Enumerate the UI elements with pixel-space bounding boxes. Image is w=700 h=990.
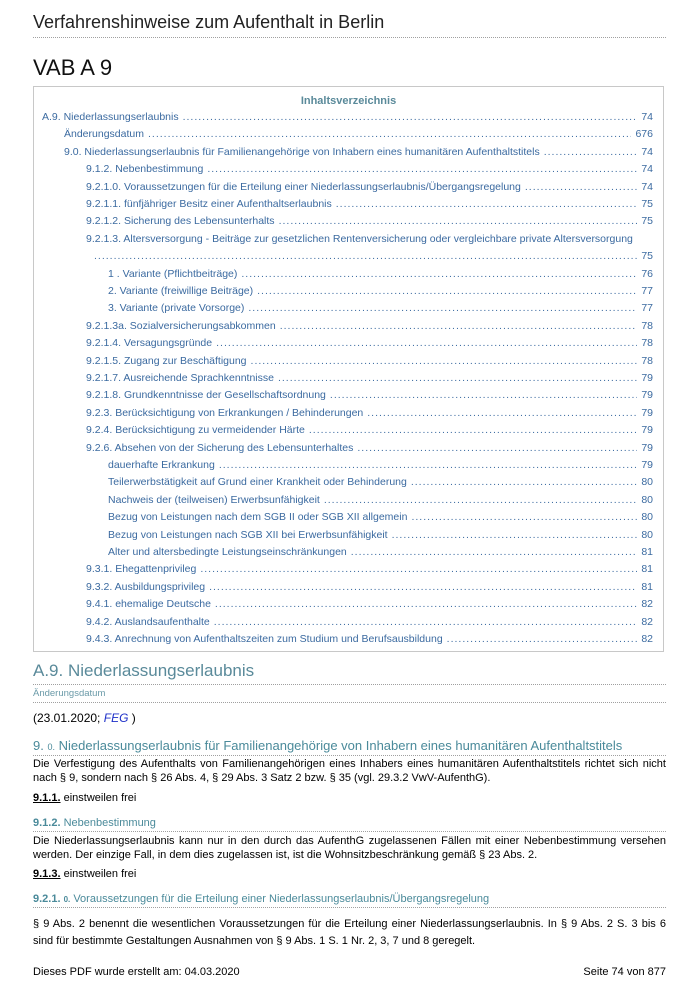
toc-leader-dots [367,405,637,422]
table-of-contents [33,86,664,652]
heading-num: 9. [33,738,44,753]
toc-entry[interactable] [108,474,653,491]
toc-leader-dots [215,596,637,613]
toc-leader-dots [200,561,637,578]
toc-entry-page: 79 [641,389,653,402]
toc-entry-label: dauerhafte Erkrankung [108,459,215,471]
toc-leader-dots [324,492,637,509]
paragraph-9-0: Die Verfestigung des Aufenthalts von Familienangehörigen eines Inhabers eines humanitären Aufenthaltstitels richtet sich nicht nach § 9, sondern nach § 26 Abs. 4, § 29 Abs. 3 Satz 2 bzw. § 35 (vgl. 29.3.2 VwV-AufenthG). [33,758,666,784]
toc-entry[interactable] [86,370,653,387]
toc-leader-dots [207,161,637,178]
toc-entry[interactable] [86,179,653,196]
toc-entry[interactable] [108,300,653,317]
toc-entry-label: A.9. Niederlassungserlaubnis [42,111,179,123]
section-heading-9-1-2 [33,817,666,832]
toc-entry-label: Teilerwerbstätigkeit auf Grund einer Krankheit oder Behinderung [108,476,407,489]
toc-entry-label: 9.3.1. Ehegattenprivileg [86,563,197,576]
toc-leader-dots [357,440,637,457]
toc-entry-label: 2. Variante (freiwillige Beiträge) [108,285,254,297]
paragraph-9-1-1 [33,791,666,805]
toc-entry[interactable] [86,353,653,370]
toc-entry-label: 3. Variante (private Vorsorge) [108,302,245,315]
toc-entry-label: Nachweis der (teilweisen) Erwerbsunfähigkeit [108,493,320,506]
toc-entry-page: 74 [641,163,653,176]
toc-entry-label: 9.2.1.0. Voraussetzungen für die Erteilung einer Niederlassungserlaubnis/Übergangsregelung [86,180,521,193]
toc-entry[interactable] [108,492,653,509]
toc-entry-label: 9.4.2. Auslandsaufenthalte [86,615,210,628]
toc-entry[interactable] [86,596,653,613]
toc-entry-page: 82 [641,615,653,628]
toc-leader-dots [392,527,638,544]
heading-subnum: 0. [47,742,55,752]
toc-entry-page: 74 [641,180,653,193]
toc-entry[interactable] [86,318,653,335]
toc-entry-page: 78 [641,337,653,350]
toc-entry-label: 9.2.1.5. Zugang zur Beschäftigung [86,354,247,367]
toc-leader-dots [248,300,637,317]
toc-leader-dots [183,109,638,126]
toc-entry-label: 9.2.1.1. fünfjähriger Besitz einer Aufenthaltserlaubnis [86,198,332,210]
date-prefix: (23.01.2020; [33,711,104,725]
toc-leader-dots [279,213,638,230]
paragraph-9-1-3 [33,867,666,881]
toc-entry-label: 9.2.1.4. Versagungsgründe [86,337,213,350]
toc-leader-dots [257,283,637,300]
toc-entry[interactable] [86,161,653,178]
toc-entry-page: 79 [641,406,653,419]
toc-entry-page: 676 [635,128,653,141]
toc-entry-label: 1 . Variante (Pflichtbeiträge) [108,267,238,280]
toc-entry-label: 9.0. Niederlassungserlaubnis für Familienangehörige von Inhabern eines humanitären Aufenthaltstitels [64,145,540,158]
toc-entry-page: 82 [641,598,653,611]
toc-leader-dots [209,579,637,596]
toc-leader-dots [251,353,638,370]
paragraph-9-2-1-0: § 9 Abs. 2 benennt die wesentlichen Voraussetzungen für die Erteilung einer Niederlassungserlaubnis. In § 9 Abs. 2 S. 3 bis 6 sind für bestimmte Gestaltungen Ausnahmen von § 9 Abs. 1 S. 1 Nr. 2, 3, 7 und 8 geregelt. [33,918,666,947]
toc-entry[interactable] [86,579,653,596]
toc-entry-page: 79 [641,424,653,437]
toc-leader-dots [411,474,637,491]
toc-entry-label: 9.2.6. Absehen von der Sicherung des Lebensunterhaltes [86,441,354,454]
toc-entry-page: 78 [641,354,653,367]
toc-entry[interactable] [108,527,653,544]
subsection-number: 9.1.1. [33,792,61,804]
toc-entry[interactable] [86,422,653,439]
toc-entry[interactable] [64,144,653,161]
toc-leader-dots [336,196,638,213]
toc-entry-page: 82 [641,633,653,645]
toc-entry-label: 9.2.1.2. Sicherung des Lebensunterhalts [86,215,275,228]
toc-entry-page: 74 [641,145,653,158]
aenderungsdatum-label: Änderungsdatum [33,688,666,703]
toc-entry[interactable] [108,509,653,526]
toc-leader-dots [280,318,638,335]
toc-entry-page: 81 [641,546,653,558]
toc-entry-page: 74 [641,111,653,123]
toc-leader-dots [214,614,638,631]
toc-entry-label: 9.3.2. Ausbildungsprivileg [86,580,206,593]
toc-leader-dots [94,248,637,265]
section-heading-9-0 [33,738,666,756]
toc-leader-dots [525,179,637,196]
toc-leader-dots [241,266,637,283]
toc-entry-page: 77 [641,285,653,297]
feg-link[interactable]: FEG [103,711,129,725]
heading-title: Nebenbestimmung [60,817,156,829]
toc-entry-label: 9.2.4. Berücksichtigung zu vermeidender Härte [86,424,305,437]
toc-entry-page: 81 [641,563,653,576]
toc-title: Inhaltsverzeichnis [300,95,397,107]
toc-entry[interactable] [90,248,653,265]
toc-entry-page: 79 [641,441,653,454]
footer-created: Dieses PDF wurde erstellt am: 04.03.2020 [33,966,240,978]
toc-entry[interactable] [86,213,653,230]
heading-subnum: 0. [63,895,71,904]
toc-entry[interactable] [86,196,653,213]
toc-entry-label: 9.2.3. Berücksichtigung von Erkrankungen / Behinderungen [86,406,364,419]
heading-title: Niederlassungserlaubnis für Familienangehörige von Inhabern eines humanitären Aufenthaltstitels [58,738,623,753]
toc-leader-dots [216,335,637,352]
toc-entry[interactable] [42,109,653,126]
toc-entry[interactable] [64,126,653,143]
document-title: VAB A 9 [33,55,113,80]
toc-entry[interactable] [108,544,653,561]
toc-entry[interactable] [86,335,653,352]
toc-entry[interactable] [86,561,653,578]
toc-leader-dots [278,370,637,387]
toc-entry-label: Änderungsdatum [64,128,144,141]
toc-leader-dots [330,387,637,404]
toc-entry-page: 81 [641,580,653,593]
toc-entry-page: 79 [641,372,653,384]
section-heading-a9: A.9. Niederlassungserlaubnis [33,661,666,685]
toc-entry-page: 80 [641,476,653,489]
toc-entry[interactable] [86,614,653,631]
date-suffix: ) [128,711,136,725]
toc-entry-label: 9.2.1.8. Grundkenntnisse der Gesellschaftsordnung [86,389,326,402]
toc-entry-page: 75 [641,250,653,263]
toc-entry-page: 78 [641,319,653,332]
paragraph-9-1-2: Die Niederlassungserlaubnis kann nur in den durch das AufenthG zugelassenen Fällen mit einer Nebenbestimmung versehen werden. Der einzige Fall, in dem dies zugelassen ist, ist die Wohnsitzbeschränkung gemäß § 23 Abs. 2. [33,835,666,861]
toc-entry-label: 9.1.2. Nebenbestimmung [86,163,204,176]
toc-leader-dots [309,422,637,439]
toc-entry-label: Alter und altersbedingte Leistungseinschränkungen [108,546,347,558]
toc-entry-page: 76 [641,267,653,280]
subsection-text: einstweilen frei [60,868,137,880]
toc-entry[interactable] [108,457,653,474]
heading-num: 9.1.2. [33,817,61,829]
toc-entry[interactable] [108,266,653,283]
toc-entry[interactable] [108,283,653,300]
toc-leader-dots [219,457,637,474]
toc-entry-page: 75 [641,198,653,210]
toc-leader-dots [544,144,638,161]
toc-entry[interactable] [86,440,653,457]
toc-entry[interactable] [86,631,653,648]
toc-leader-dots [351,544,638,561]
toc-entry-page: 80 [641,493,653,506]
toc-leader-dots [411,509,637,526]
page-header: Verfahrenshinweise zum Aufenthalt in Berlin [33,12,666,38]
toc-leader-dots [148,126,631,143]
toc-entry-page: 80 [641,511,653,524]
toc-entry-label: 9.2.1.7. Ausreichende Sprachkenntnisse [86,372,274,384]
toc-leader-dots [447,631,638,648]
toc-entry-label: 9.4.3. Anrechnung von Aufenthaltszeiten zum Studium und Berufsausbildung [86,633,443,645]
footer-page-number: Seite 74 von 877 [583,966,666,978]
toc-entry-label: Bezug von Leistungen nach SGB XII bei Erwerbsunfähigkeit [108,528,388,541]
toc-entry-page: 77 [641,302,653,315]
heading-num: 9.2.1. [33,893,61,905]
toc-entry-label[interactable]: 9.2.1.3. Altersversorgung - Beiträge zur gesetzlichen Rentenversicherung oder vergleichbare private Altersversorgung [86,232,633,245]
toc-entry[interactable] [86,405,653,422]
toc-entry[interactable] [86,387,653,404]
heading-title: Voraussetzungen für die Erteilung einer Niederlassungserlaubnis/Übergangsregelung [70,893,490,905]
subsection-number: 9.1.3. [33,868,61,880]
toc-entry-label: 9.2.1.3a. Sozialversicherungsabkommen [86,319,276,332]
toc-entry-page: 79 [641,459,653,471]
section-heading-9-2-1-0 [33,893,666,908]
toc-entry-page: 75 [641,215,653,228]
toc-entry-label: Bezug von Leistungen nach dem SGB II oder SGB XII allgemein [108,511,408,524]
change-date-line [33,711,136,725]
toc-entry-page: 80 [641,528,653,541]
subsection-text: einstweilen frei [60,792,137,804]
toc-entry-label: 9.4.1. ehemalige Deutsche [86,598,211,611]
